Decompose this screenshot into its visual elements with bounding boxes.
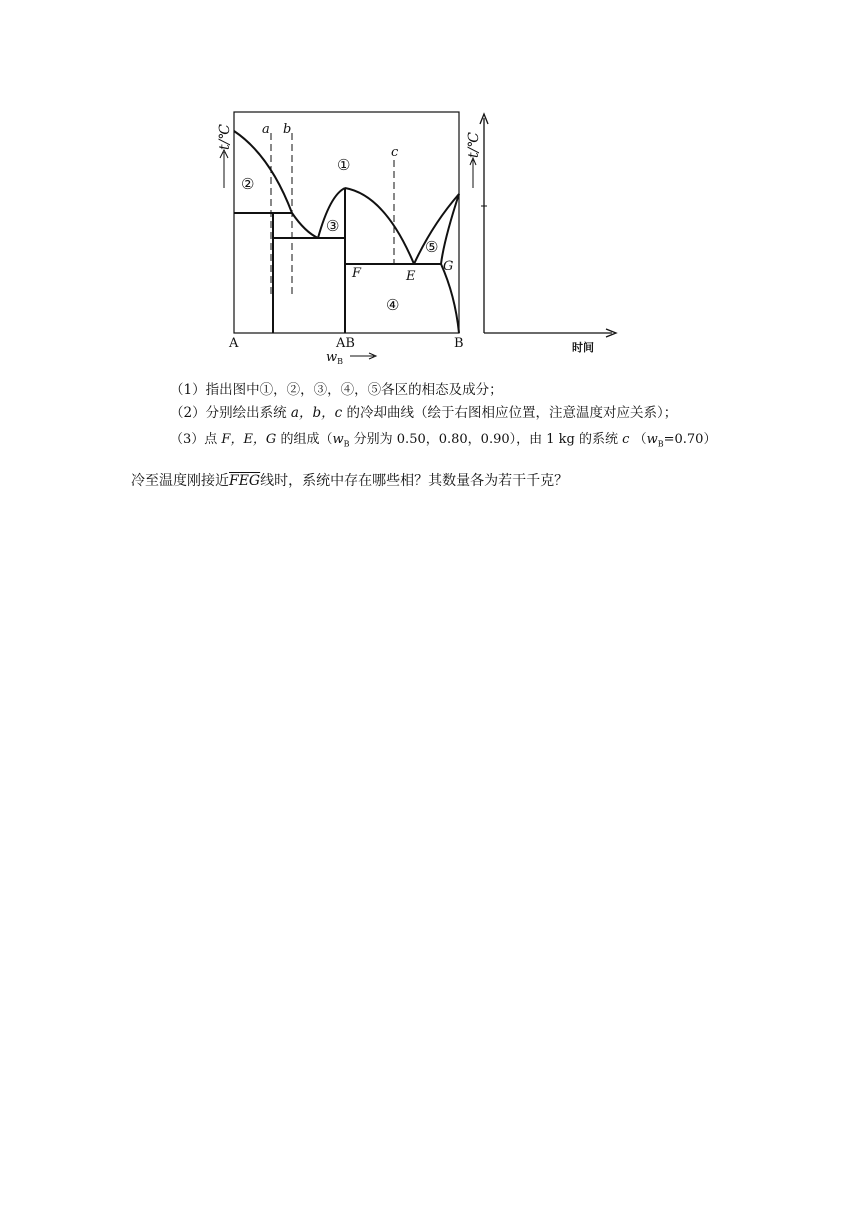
point-label-g: G <box>443 259 454 274</box>
region-label-3: ③ <box>326 217 340 235</box>
x-axis-label: $w_B$ <box>326 350 344 366</box>
dashed-label-a: a <box>262 122 270 137</box>
q3-mid2: 分别为 0.50，0.80，0.90），由 1 kg 的系统 <box>353 432 618 447</box>
q3c-prefix: 冷至温度刚接近 <box>131 473 229 489</box>
liquidus-curve-ab-right <box>345 188 414 264</box>
q2-prefix: （2）分别绘出系统 <box>170 405 287 421</box>
dashed-label-c: c <box>391 145 399 160</box>
region-label-1: ① <box>337 156 351 174</box>
cooling-curve-axes <box>470 114 616 337</box>
left-y-axis-label: t/℃ <box>217 123 233 150</box>
region-label-4: ④ <box>386 296 400 314</box>
question-3 <box>170 431 716 454</box>
dashed-label-b: b <box>283 122 292 137</box>
phase-diagram-figure <box>0 0 865 380</box>
q2-systems: a，b，c <box>290 405 343 421</box>
solvus-curve-b <box>441 264 459 333</box>
region-label-5: ⑤ <box>425 238 439 256</box>
question-3-continued <box>131 472 568 490</box>
q3-prefix: （3）点 <box>170 432 218 447</box>
region-label-2: ② <box>241 175 255 193</box>
q2-suffix: 的冷却曲线（绘于右图相应位置，注意温度对应关系）； <box>346 405 678 421</box>
q3-w2-symbol: w <box>646 432 658 447</box>
point-label-f: F <box>352 266 362 281</box>
x-tick-b: B <box>454 336 464 351</box>
phase-diagram <box>220 112 459 359</box>
q3-points: F，E，G <box>221 432 277 447</box>
right-x-axis-label: 时间 <box>572 341 594 354</box>
q3-w-symbol: w <box>332 432 344 447</box>
q3-end: =0.70） <box>663 432 717 447</box>
q3c-suffix: 线时，系统中存在哪些相？其数量各为若干千克？ <box>260 473 569 489</box>
q3-system-c: c <box>622 432 630 447</box>
q3-mid3: （ <box>633 432 647 447</box>
x-tick-ab: AB <box>336 336 355 351</box>
q3c-line-feg: $\overline{FEG}$ <box>229 473 261 489</box>
diagram-frame <box>234 112 459 333</box>
q3-mid1: 的组成（ <box>280 432 333 447</box>
question-1: （1）指出图中①，②，③，④，⑤各区的相态及成分； <box>170 382 503 398</box>
question-2 <box>170 404 677 422</box>
q3-w-subscript: B <box>343 439 350 449</box>
right-y-axis-label: t/℃ <box>466 131 482 158</box>
point-label-e: E <box>406 269 416 284</box>
x-tick-a: A <box>229 336 239 351</box>
q3-w2-subscript: B <box>657 439 664 449</box>
